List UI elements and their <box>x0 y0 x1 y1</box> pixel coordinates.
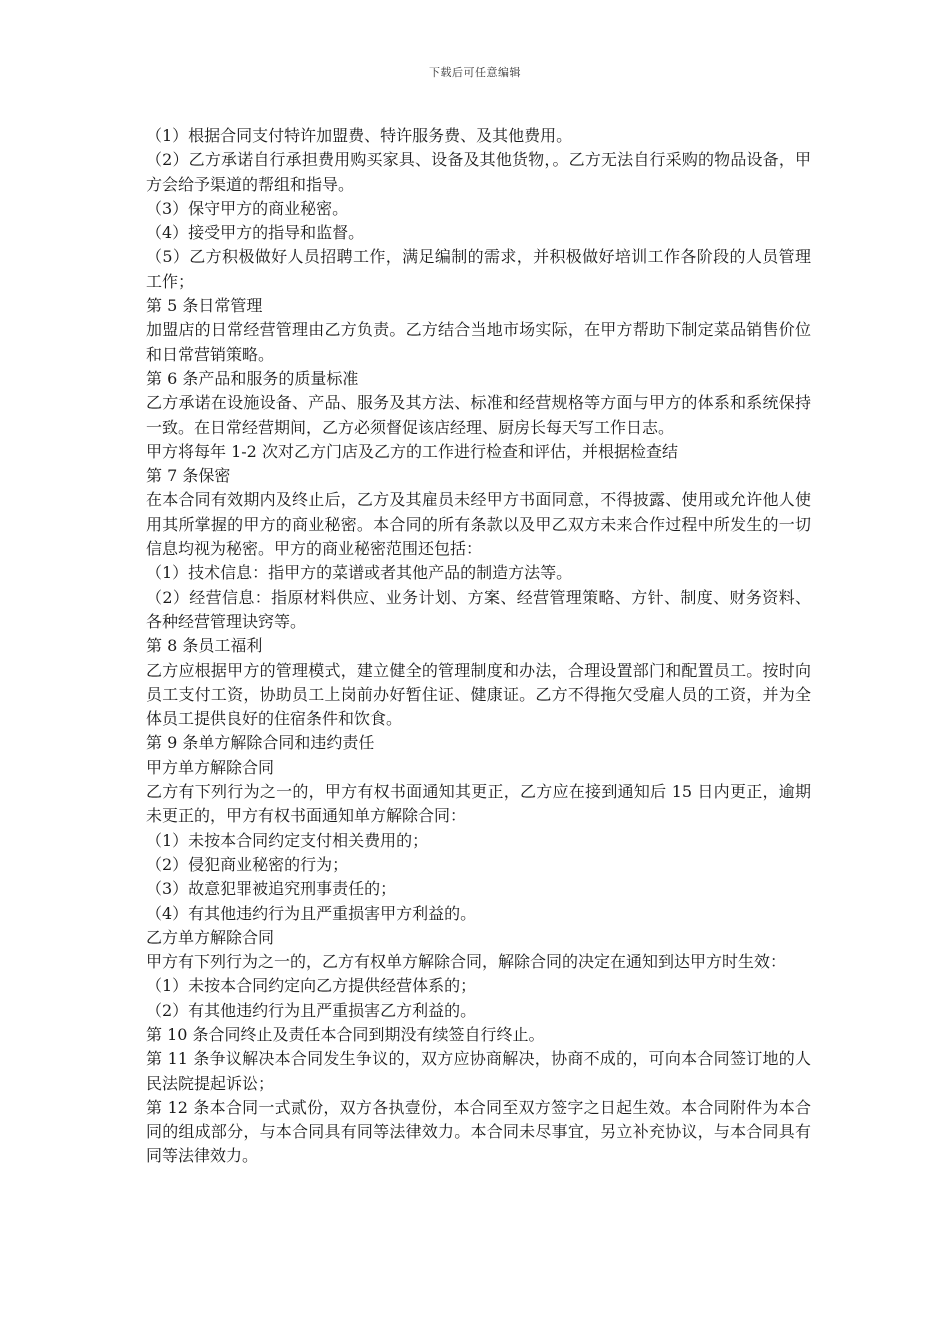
clause-item-4: （4）接受甲方的指导和监督。 <box>146 223 365 243</box>
article-9-heading: 第 9 条单方解除合同和违约责任 <box>146 733 375 753</box>
article-5-text: 加盟店的日常经营管理由乙方负责。乙方结合当地市场实际，在甲方帮助下制定菜品销售价位和日常营销策略。 <box>146 320 811 364</box>
page-header: 下载后可任意编辑 <box>429 66 521 79</box>
article-5-heading: 第 5 条日常管理 <box>146 296 263 316</box>
article-6-inspection-text: 甲方将每年 1-2 次对乙方门店及乙方的工作进行检查和评估，并根据检查结 <box>146 441 678 461</box>
party-a-termination-item-2: （2）侵犯商业秘密的行为； <box>146 854 349 874</box>
article-8-text: 乙方应根据甲方的管理模式，建立健全的管理制度和办法，合理设置部门和配置员工。按时向员工支付工资，协助员工上岗前办好暂住证、健康证。乙方不得拖欠受雇人员的工资，并为全体员工提供良好的住宿条件和饮食。 <box>146 660 811 729</box>
article-6-heading: 第 6 条产品和服务的质量标准 <box>146 368 359 388</box>
party-a-termination-item-3: （3）故意犯罪被追究刑事责任的； <box>146 879 397 899</box>
party-a-termination-item-4: （4）有其他违约行为且严重损害甲方利益的。 <box>146 903 477 923</box>
article-7-text: 在本合同有效期内及终止后，乙方及其雇员未经甲方书面同意，不得披露、使用或允许他人使用其所掌握的甲方的商业秘密。本合同的所有条款以及甲乙双方未来合作过程中所发生的一切信息均视为秘密。甲方的商业秘密范围还包括： <box>146 490 811 559</box>
party-a-termination-item-1: （1）未按本合同约定支付相关费用的； <box>146 830 429 850</box>
party-a-termination-heading: 甲方单方解除合同 <box>146 757 275 777</box>
document-body <box>146 124 811 1169</box>
article-12-text: 第 12 条本合同一式贰份，双方各执壹份，本合同至双方签字之日起生效。本合同附件为本合同的组成部分，与本合同具有同等法律效力。本合同未尽事宜，另立补充协议，与本合同具有同等法律效力。 <box>146 1097 811 1166</box>
party-b-termination-heading: 乙方单方解除合同 <box>146 927 275 947</box>
party-b-termination-text: 甲方有下列行为之一的，乙方有权单方解除合同，解除合同的决定在通知到达甲方时生效： <box>146 952 787 972</box>
article-7-heading: 第 7 条保密 <box>146 466 231 486</box>
article-10-text: 第 10 条合同终止及责任本合同到期没有续签自行终止。 <box>146 1024 545 1044</box>
party-a-termination-text: 乙方有下列行为之一的，甲方有权书面通知其更正，乙方应在接到通知后 15 日内更正，逾期未更正的，甲方有权书面通知单方解除合同： <box>146 782 811 826</box>
party-b-termination-item-1: （1）未按本合同约定向乙方提供经营体系的； <box>146 976 477 996</box>
article-11-text: 第 11 条争议解决本合同发生争议的，双方应协商解决，协商不成的，可向本合同签订地的人民法院提起诉讼； <box>146 1049 811 1093</box>
article-6-text: 乙方承诺在设施设备、产品、服务及其方法、标准和经营规格等方面与甲方的体系和系统保持一致。在日常经营期间，乙方必须督促该店经理、厨房长每天写工作日志。 <box>146 393 811 437</box>
clause-item-2: （2）乙方承诺自行承担费用购买家具、设备及其他货物，。乙方无法自行采购的物品设备，甲方会给予渠道的帮组和指导。 <box>146 150 811 194</box>
clause-item-3: （3）保守甲方的商业秘密。 <box>146 198 349 218</box>
article-7-item-1: （1）技术信息：指甲方的菜谱或者其他产品的制造方法等。 <box>146 563 573 583</box>
clause-item-5: （5）乙方积极做好人员招聘工作，满足编制的需求，并积极做好培训工作各阶段的人员管理工作； <box>146 247 811 291</box>
clause-item-1: （1）根据合同支付特许加盟费、特许服务费、及其他费用。 <box>146 126 573 145</box>
party-b-termination-item-2: （2）有其他违约行为且严重损害乙方利益的。 <box>146 1000 477 1020</box>
article-8-heading: 第 8 条员工福利 <box>146 636 263 656</box>
article-7-item-2: （2）经营信息：指原材料供应、业务计划、方案、经营管理策略、方针、制度、财务资料、各种经营管理诀窍等。 <box>146 587 811 631</box>
